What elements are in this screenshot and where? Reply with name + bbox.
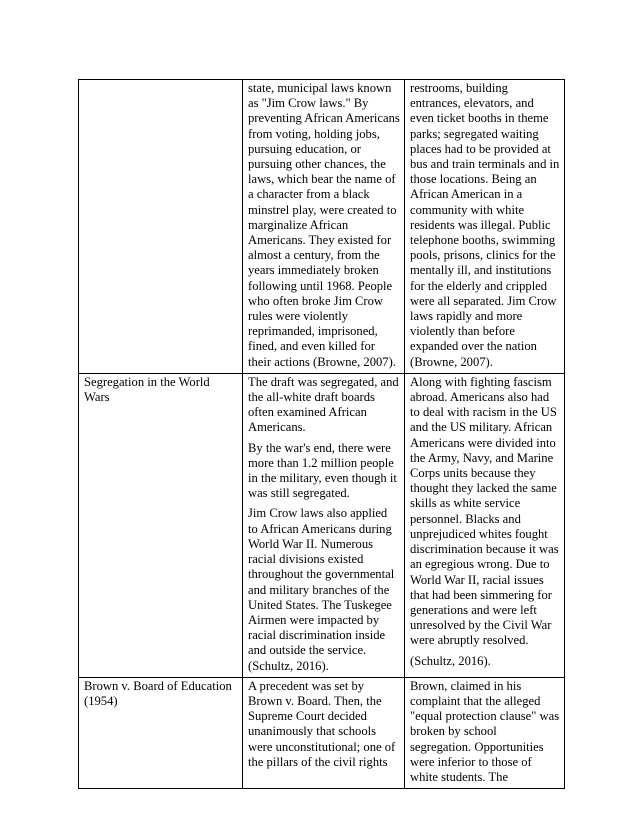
details-cell (405, 677, 565, 788)
topic-text: Brown v. Board of Education (1954) (84, 678, 232, 708)
topic-text: Segregation in the World Wars (84, 374, 210, 405)
paragraph: Jim Crow laws also applied to African Americans during World War II. Numerous racial divisions existed throughout the governmental and military branches of the United States. The Tuskegee Airmen were impacted by racial discrimination inside and outside the service. (Schultz, 2016). (248, 506, 395, 673)
table-row (79, 677, 565, 788)
description-cell (243, 80, 405, 374)
paragraph: Along with fighting fascism abroad. Americans also had to deal with racism in the US and the US military. African Americans were divided into the Army, Navy, and Marine Corps units because they thought they lacked the same skills as white service personnel. Blacks and unprejudiced whites fought discrimination because it was an egregious wrong. Due to World War II, racial issues that had been simmering for generations and were left unresolved by the Civil War were abruptly resolved. (410, 374, 559, 648)
paragraph: A precedent was set by Brown v. Board. Then, the Supreme Court decided unanimously that schools were unconstitutional; one of the pillars of the civil rights (248, 678, 396, 769)
paragraph: state, municipal laws known as "Jim Crow laws." By preventing African Americans from voting, holding jobs, pursuing education, or pursuing other chances, the laws, which bear the name of a character from a black minstrel play, were created to marginalize African Americans. They existed for almost a century, from the years immediately broken following until 1968. People who often broke Jim Crow rules were violently reprimanded, imprisoned, fined, and even killed for their actions (Browne, 2007). (248, 81, 400, 369)
topic-cell (79, 80, 243, 374)
table-row (79, 80, 565, 374)
description-cell (243, 677, 405, 788)
topic-cell (79, 373, 243, 677)
description-cell (243, 373, 405, 677)
paragraph: The draft was segregated, and the all-white draft boards often examined African Americans. (248, 374, 399, 435)
table-row (79, 373, 565, 677)
paragraph: restrooms, building entrances, elevators, and even ticket booths in theme parks; segregated waiting places had to be provided at bus and train terminals and in those locations. Being an African American in a community with white residents was illegal. Public telephone booths, swimming pools, prisons, clinics for the mentally ill, and institutions for the elderly and crippled were all separated. Jim Crow laws rapidly and more violently than before expanded over the nation (Browne, 2007). (410, 81, 560, 369)
history-table (78, 79, 565, 789)
paragraph: (Schultz, 2016). (410, 653, 491, 668)
topic-cell (79, 677, 243, 788)
paragraph: By the war's end, there were more than 1.2 million people in the military, even though it was still segregated. (248, 440, 397, 501)
details-cell (405, 373, 565, 677)
details-cell (405, 80, 565, 374)
paragraph: Brown, claimed in his complaint that the alleged "equal protection clause" was broken by school segregation. Opportunities were inferior to those of white students. The (410, 678, 560, 784)
